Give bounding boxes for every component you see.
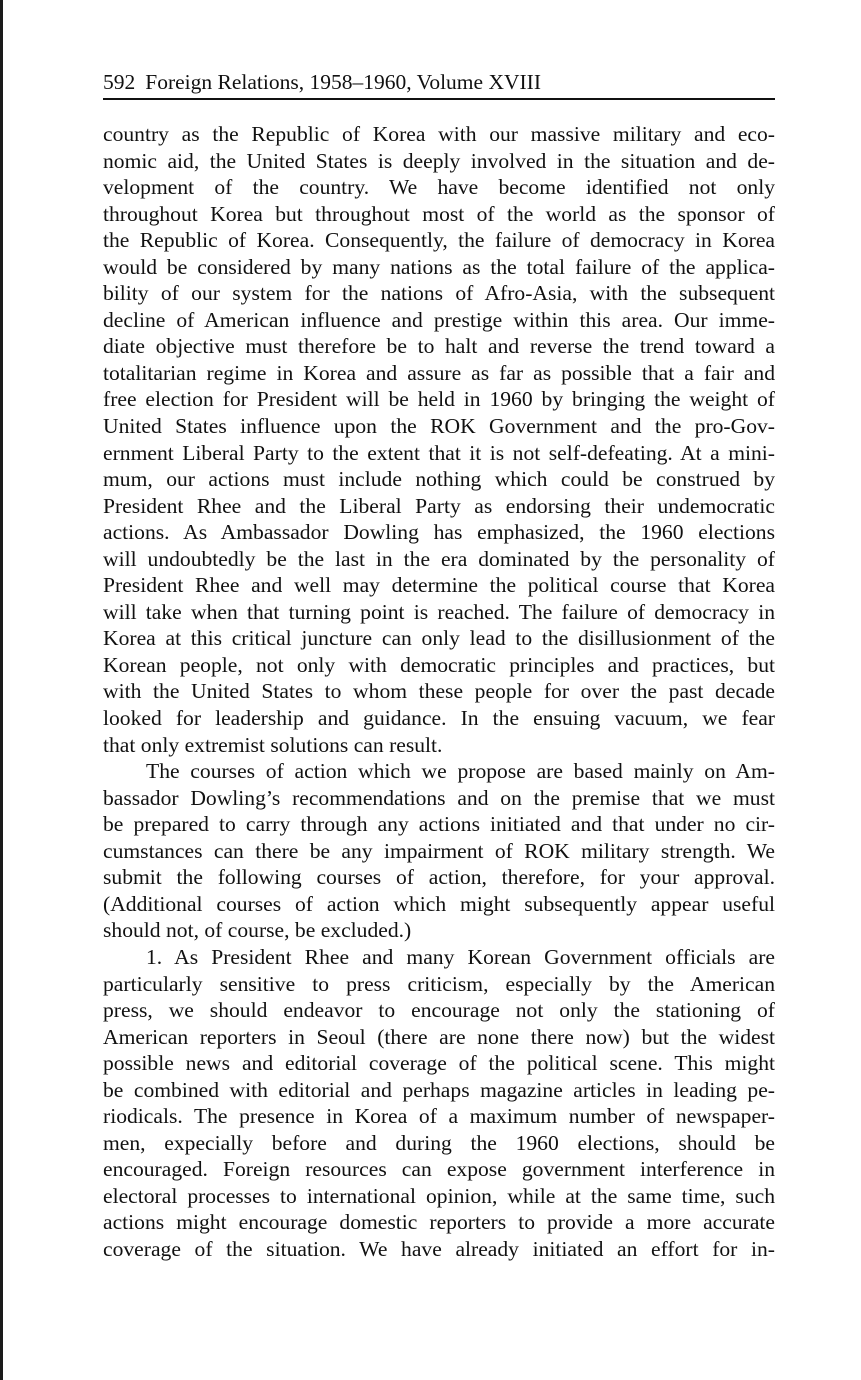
text-line: 1. As President Rhee and many Korean Government officials are: [146, 944, 775, 969]
text-line: riodicals. The presence in Korea of a maximum number of newspaper-: [103, 1104, 775, 1129]
text-line: President Rhee and the Liberal Party as endorsing their undemocratic: [103, 493, 775, 518]
text-line: men, expecially before and during the 1960 elections, should be: [103, 1130, 775, 1155]
text-line: actions. As Ambassador Dowling has emphasized, the 1960 elections: [103, 520, 775, 545]
paragraph-item-1-press: [103, 944, 775, 1263]
running-head: [103, 68, 775, 100]
paragraph-korea-democracy: [103, 121, 775, 758]
text-line: that only extremist solutions can result.: [103, 732, 443, 757]
running-title: Foreign Relations, 1958–1960, Volume XVIII: [145, 70, 541, 94]
text-line: United States influence upon the ROK Government and the pro-Gov-: [103, 414, 775, 439]
text-line: actions might encourage domestic reporters to provide a more accurate: [103, 1210, 775, 1235]
text-line: press, we should endeavor to encourage not only the stationing of: [103, 998, 775, 1023]
text-line: bility of our system for the nations of Afro-Asia, with the subsequent: [103, 281, 775, 306]
text-line: encouraged. Foreign resources can expose government interference in: [103, 1157, 775, 1182]
text-line: looked for leadership and guidance. In the ensuing vacuum, we fear: [103, 706, 775, 731]
text-line: possible news and editorial coverage of the political scene. This might: [103, 1051, 775, 1076]
text-line: should not, of course, be excluded.): [103, 918, 412, 943]
text-line: free election for President will be held in 1960 by bringing the weight of: [103, 387, 775, 412]
text-line: Korean people, not only with democratic principles and practices, but: [103, 652, 775, 677]
text-line: ernment Liberal Party to the extent that it is not self-defeating. At a mini-: [103, 440, 775, 465]
text-line: country as the Republic of Korea with our massive military and eco-: [103, 122, 775, 146]
text-line: particularly sensitive to press criticism, especially by the American: [103, 971, 775, 996]
text-line: mum, our actions must include nothing which could be construed by: [103, 467, 775, 492]
text-line: Korea at this critical juncture can only lead to the disillusionment of the: [103, 626, 775, 651]
text-line: totalitarian regime in Korea and assure as far as possible that a fair and: [103, 360, 775, 385]
text-line: The courses of action which we propose are based mainly on Am-: [146, 759, 775, 784]
text-line: nomic aid, the United States is deeply involved in the situation and de-: [103, 148, 775, 173]
text-line: velopment of the country. We have become identified not only: [103, 175, 775, 200]
text-line: be prepared to carry through any actions initiated and that under no cir-: [103, 812, 775, 837]
text-line: President Rhee and well may determine the political course that Korea: [103, 573, 775, 598]
scan-left-edge: [0, 0, 3, 1380]
text-line: will undoubtedly be the last in the era dominated by the personality of: [103, 546, 775, 571]
page-number: 592: [103, 70, 136, 94]
text-line: bassador Dowling’s recommendations and on the premise that we must: [103, 785, 775, 810]
text-line: decline of American influence and prestige within this area. Our imme-: [103, 307, 775, 332]
text-line: diate objective must therefore be to halt and reverse the trend toward a: [103, 334, 775, 359]
text-line: will take when that turning point is reached. The failure of democracy in: [103, 599, 775, 624]
text-line: be combined with editorial and perhaps magazine articles in leading pe-: [103, 1077, 775, 1102]
text-line: submit the following courses of action, therefore, for your approval.: [103, 865, 775, 890]
text-line: (Additional courses of action which might subsequently appear useful: [103, 891, 775, 916]
text-line: American reporters in Seoul (there are none there now) but the widest: [103, 1024, 775, 1049]
text-line: electoral processes to international opinion, while at the same time, such: [103, 1183, 775, 1208]
text-line: would be considered by many nations as the total failure of the applica-: [103, 254, 775, 279]
paragraph-courses-of-action: [103, 758, 775, 944]
text-line: with the United States to whom these people for over the past decade: [103, 679, 775, 704]
text-line: coverage of the situation. We have already initiated an effort for in-: [103, 1236, 775, 1261]
body-text: [103, 121, 775, 1263]
text-line: the Republic of Korea. Consequently, the failure of democracy in Korea: [103, 228, 775, 253]
text-line: cumstances can there be any impairment of ROK military strength. We: [103, 838, 775, 863]
text-line: throughout Korea but throughout most of the world as the sponsor of: [103, 201, 775, 226]
